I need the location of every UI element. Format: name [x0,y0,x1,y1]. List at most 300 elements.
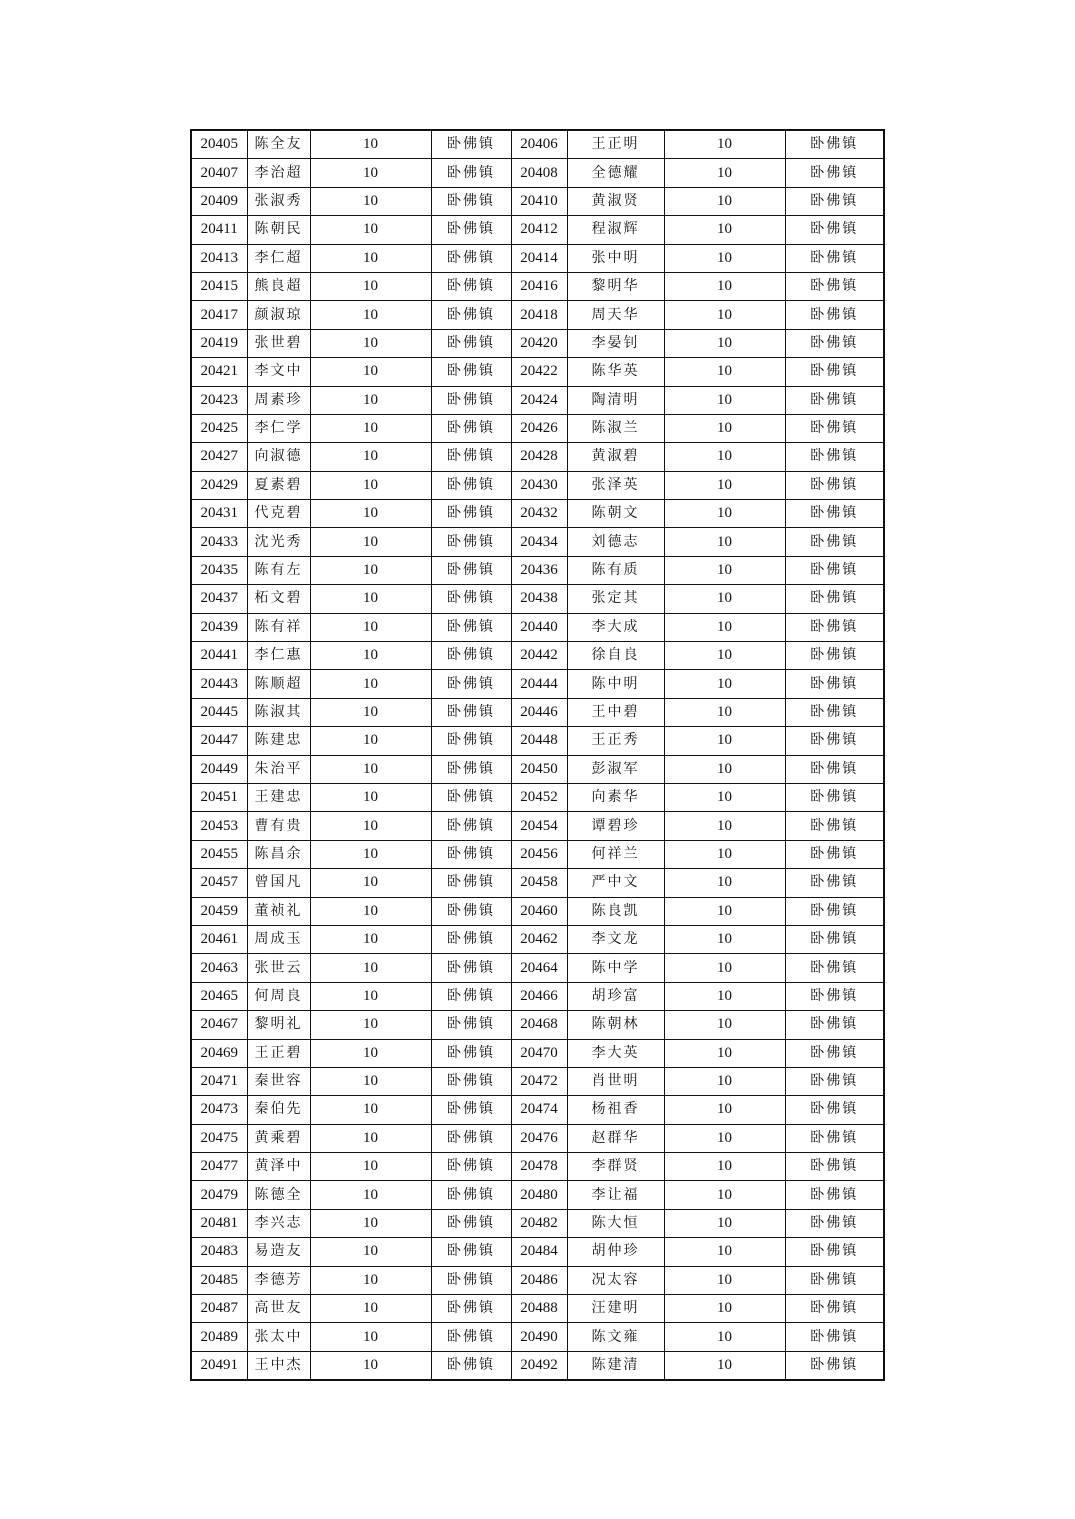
town-name: 卧佛镇 [785,642,884,670]
town-name: 卧佛镇 [785,386,884,414]
person-name: 陈有祥 [247,613,310,641]
table-row [191,329,884,357]
table-row [191,925,884,953]
amount-value: 10 [664,812,785,840]
record-id: 20447 [191,727,247,755]
table-row [191,1323,884,1351]
town-name: 卧佛镇 [785,159,884,187]
amount-value: 10 [664,1266,785,1294]
record-id: 20467 [191,1011,247,1039]
amount-value: 10 [664,585,785,613]
person-name: 周成玉 [247,925,310,953]
town-name: 卧佛镇 [785,1295,884,1323]
town-name: 卧佛镇 [431,443,511,471]
table-row [191,528,884,556]
person-name: 夏素碧 [247,471,310,499]
amount-value: 10 [664,159,785,187]
record-id: 20478 [511,1153,567,1181]
person-name: 黄乘碧 [247,1124,310,1152]
record-id: 20413 [191,244,247,272]
record-id: 20428 [511,443,567,471]
record-id: 20431 [191,500,247,528]
amount-value: 10 [310,1323,431,1351]
town-name: 卧佛镇 [431,187,511,215]
table-row [191,1067,884,1095]
amount-value: 10 [310,500,431,528]
record-id: 20482 [511,1209,567,1237]
table-row [191,613,884,641]
amount-value: 10 [310,1011,431,1039]
amount-value: 10 [310,982,431,1010]
table-row [191,556,884,584]
record-id: 20408 [511,159,567,187]
person-name: 黄泽中 [247,1153,310,1181]
amount-value: 10 [310,1153,431,1181]
town-name: 卧佛镇 [431,471,511,499]
table-row [191,982,884,1010]
person-name: 胡珍富 [567,982,664,1010]
amount-value: 10 [664,1011,785,1039]
person-name: 黄淑碧 [567,443,664,471]
record-id: 20491 [191,1351,247,1380]
town-name: 卧佛镇 [431,130,511,159]
town-name: 卧佛镇 [431,1153,511,1181]
record-id: 20407 [191,159,247,187]
record-id: 20433 [191,528,247,556]
town-name: 卧佛镇 [785,1351,884,1380]
town-name: 卧佛镇 [785,414,884,442]
amount-value: 10 [310,187,431,215]
record-id: 20448 [511,727,567,755]
amount-value: 10 [664,1323,785,1351]
amount-value: 10 [664,1124,785,1152]
amount-value: 10 [664,443,785,471]
person-name: 陈有质 [567,556,664,584]
person-name: 陈良凯 [567,897,664,925]
town-name: 卧佛镇 [431,1011,511,1039]
record-id: 20411 [191,216,247,244]
table-row [191,1209,884,1237]
record-id: 20460 [511,897,567,925]
person-name: 黎明华 [567,272,664,300]
amount-value: 10 [310,812,431,840]
table-row [191,698,884,726]
person-name: 王建忠 [247,783,310,811]
town-name: 卧佛镇 [785,954,884,982]
amount-value: 10 [664,613,785,641]
person-name: 陈淑其 [247,698,310,726]
town-name: 卧佛镇 [431,1096,511,1124]
amount-value: 10 [664,500,785,528]
town-name: 卧佛镇 [431,925,511,953]
table-row [191,471,884,499]
amount-value: 10 [310,1295,431,1323]
person-name: 徐自良 [567,642,664,670]
town-name: 卧佛镇 [785,982,884,1010]
table-row [191,1238,884,1266]
record-id: 20462 [511,925,567,953]
record-id: 20480 [511,1181,567,1209]
record-id: 20416 [511,272,567,300]
town-name: 卧佛镇 [785,130,884,159]
person-name: 张太中 [247,1323,310,1351]
table-row [191,1039,884,1067]
record-id: 20459 [191,897,247,925]
record-id: 20417 [191,301,247,329]
record-id: 20455 [191,840,247,868]
table-row [191,670,884,698]
record-id: 20472 [511,1067,567,1095]
record-id: 20468 [511,1011,567,1039]
record-id: 20469 [191,1039,247,1067]
town-name: 卧佛镇 [431,642,511,670]
record-id: 20479 [191,1181,247,1209]
person-name: 沈光秀 [247,528,310,556]
record-id: 20476 [511,1124,567,1152]
person-name: 张定其 [567,585,664,613]
amount-value: 10 [310,670,431,698]
amount-value: 10 [664,272,785,300]
person-name: 李晏钊 [567,329,664,357]
amount-value: 10 [664,727,785,755]
record-id: 20486 [511,1266,567,1294]
record-id: 20441 [191,642,247,670]
amount-value: 10 [310,698,431,726]
amount-value: 10 [310,727,431,755]
amount-value: 10 [310,897,431,925]
amount-value: 10 [664,187,785,215]
amount-value: 10 [310,1067,431,1095]
person-name: 程淑辉 [567,216,664,244]
town-name: 卧佛镇 [785,698,884,726]
person-name: 李兴志 [247,1209,310,1237]
amount-value: 10 [310,1238,431,1266]
amount-value: 10 [310,443,431,471]
town-name: 卧佛镇 [431,272,511,300]
person-name: 陈顺超 [247,670,310,698]
amount-value: 10 [664,1039,785,1067]
amount-value: 10 [310,301,431,329]
person-name: 秦世容 [247,1067,310,1095]
town-name: 卧佛镇 [431,414,511,442]
person-name: 李大英 [567,1039,664,1067]
record-id: 20474 [511,1096,567,1124]
town-name: 卧佛镇 [431,670,511,698]
person-name: 陈中学 [567,954,664,982]
amount-value: 10 [310,130,431,159]
amount-value: 10 [664,1181,785,1209]
town-name: 卧佛镇 [431,727,511,755]
table-row [191,840,884,868]
table-row [191,585,884,613]
record-id: 20434 [511,528,567,556]
record-id: 20424 [511,386,567,414]
person-name: 何祥兰 [567,840,664,868]
record-id: 20452 [511,783,567,811]
person-name: 陶清明 [567,386,664,414]
amount-value: 10 [664,698,785,726]
amount-value: 10 [310,159,431,187]
town-name: 卧佛镇 [431,358,511,386]
person-name: 杨祖香 [567,1096,664,1124]
record-id: 20471 [191,1067,247,1095]
amount-value: 10 [310,1039,431,1067]
amount-value: 10 [664,556,785,584]
person-name: 全德耀 [567,159,664,187]
roster-table [190,129,885,1381]
town-name: 卧佛镇 [785,1153,884,1181]
town-name: 卧佛镇 [785,585,884,613]
amount-value: 10 [664,954,785,982]
town-name: 卧佛镇 [785,783,884,811]
town-name: 卧佛镇 [431,982,511,1010]
person-name: 李德芳 [247,1266,310,1294]
record-id: 20438 [511,585,567,613]
town-name: 卧佛镇 [785,670,884,698]
amount-value: 10 [310,216,431,244]
person-name: 陈建清 [567,1351,664,1380]
record-id: 20492 [511,1351,567,1380]
amount-value: 10 [310,528,431,556]
town-name: 卧佛镇 [785,812,884,840]
amount-value: 10 [310,613,431,641]
person-name: 颜淑琼 [247,301,310,329]
town-name: 卧佛镇 [785,1209,884,1237]
town-name: 卧佛镇 [785,187,884,215]
person-name: 陈淑兰 [567,414,664,442]
person-name: 王正秀 [567,727,664,755]
person-name: 陈华英 [567,358,664,386]
person-name: 胡仲珍 [567,1238,664,1266]
person-name: 柘文碧 [247,585,310,613]
table-row [191,783,884,811]
town-name: 卧佛镇 [785,925,884,953]
record-id: 20444 [511,670,567,698]
town-name: 卧佛镇 [431,840,511,868]
amount-value: 10 [310,954,431,982]
person-name: 肖世明 [567,1067,664,1095]
town-name: 卧佛镇 [431,783,511,811]
person-name: 张泽英 [567,471,664,499]
town-name: 卧佛镇 [431,1067,511,1095]
person-name: 曹有贵 [247,812,310,840]
table-row [191,1181,884,1209]
person-name: 周天华 [567,301,664,329]
table-row [191,897,884,925]
table-row [191,1153,884,1181]
person-name: 王正碧 [247,1039,310,1067]
amount-value: 10 [310,869,431,897]
town-name: 卧佛镇 [431,897,511,925]
person-name: 陈全友 [247,130,310,159]
record-id: 20419 [191,329,247,357]
town-name: 卧佛镇 [785,272,884,300]
record-id: 20461 [191,925,247,953]
person-name: 彭淑军 [567,755,664,783]
amount-value: 10 [664,755,785,783]
amount-value: 10 [310,755,431,783]
person-name: 李大成 [567,613,664,641]
town-name: 卧佛镇 [785,358,884,386]
person-name: 熊良超 [247,272,310,300]
town-name: 卧佛镇 [431,1209,511,1237]
amount-value: 10 [664,982,785,1010]
amount-value: 10 [310,471,431,499]
town-name: 卧佛镇 [785,840,884,868]
person-name: 陈朝文 [567,500,664,528]
person-name: 黄淑贤 [567,187,664,215]
table-row [191,216,884,244]
record-id: 20437 [191,585,247,613]
table-row [191,1266,884,1294]
town-name: 卧佛镇 [785,869,884,897]
record-id: 20465 [191,982,247,1010]
person-name: 陈德全 [247,1181,310,1209]
roster-body [191,130,884,1380]
town-name: 卧佛镇 [431,869,511,897]
amount-value: 10 [664,386,785,414]
amount-value: 10 [664,244,785,272]
person-name: 周素珍 [247,386,310,414]
record-id: 20409 [191,187,247,215]
record-id: 20415 [191,272,247,300]
person-name: 刘德志 [567,528,664,556]
record-id: 20453 [191,812,247,840]
record-id: 20489 [191,1323,247,1351]
record-id: 20440 [511,613,567,641]
amount-value: 10 [664,925,785,953]
amount-value: 10 [310,840,431,868]
person-name: 陈朝民 [247,216,310,244]
person-name: 李文中 [247,358,310,386]
amount-value: 10 [664,414,785,442]
record-id: 20435 [191,556,247,584]
town-name: 卧佛镇 [431,216,511,244]
record-id: 20436 [511,556,567,584]
amount-value: 10 [310,1266,431,1294]
record-id: 20446 [511,698,567,726]
town-name: 卧佛镇 [785,1096,884,1124]
record-id: 20490 [511,1323,567,1351]
table-row [191,727,884,755]
table-row [191,1295,884,1323]
record-id: 20442 [511,642,567,670]
town-name: 卧佛镇 [431,1181,511,1209]
town-name: 卧佛镇 [785,755,884,783]
person-name: 李仁学 [247,414,310,442]
town-name: 卧佛镇 [785,1039,884,1067]
record-id: 20458 [511,869,567,897]
person-name: 严中文 [567,869,664,897]
person-name: 谭碧珍 [567,812,664,840]
table-row [191,443,884,471]
amount-value: 10 [664,216,785,244]
record-id: 20477 [191,1153,247,1181]
record-id: 20432 [511,500,567,528]
record-id: 20427 [191,443,247,471]
town-name: 卧佛镇 [785,528,884,556]
record-id: 20450 [511,755,567,783]
person-name: 李让福 [567,1181,664,1209]
record-id: 20410 [511,187,567,215]
town-name: 卧佛镇 [785,1067,884,1095]
town-name: 卧佛镇 [431,613,511,641]
person-name: 陈中明 [567,670,664,698]
amount-value: 10 [664,783,785,811]
town-name: 卧佛镇 [785,727,884,755]
amount-value: 10 [664,329,785,357]
record-id: 20414 [511,244,567,272]
town-name: 卧佛镇 [785,443,884,471]
town-name: 卧佛镇 [785,1266,884,1294]
record-id: 20466 [511,982,567,1010]
person-name: 陈昌余 [247,840,310,868]
person-name: 张世碧 [247,329,310,357]
person-name: 王中杰 [247,1351,310,1380]
town-name: 卧佛镇 [431,386,511,414]
table-row [191,812,884,840]
person-name: 张世云 [247,954,310,982]
record-id: 20406 [511,130,567,159]
town-name: 卧佛镇 [785,1238,884,1266]
person-name: 况太容 [567,1266,664,1294]
amount-value: 10 [310,585,431,613]
amount-value: 10 [664,670,785,698]
amount-value: 10 [310,642,431,670]
record-id: 20464 [511,954,567,982]
town-name: 卧佛镇 [431,556,511,584]
amount-value: 10 [310,1181,431,1209]
record-id: 20457 [191,869,247,897]
person-name: 李仁超 [247,244,310,272]
record-id: 20421 [191,358,247,386]
town-name: 卧佛镇 [431,1323,511,1351]
person-name: 张中明 [567,244,664,272]
record-id: 20443 [191,670,247,698]
person-name: 朱治平 [247,755,310,783]
town-name: 卧佛镇 [785,471,884,499]
record-id: 20470 [511,1039,567,1067]
town-name: 卧佛镇 [431,954,511,982]
town-name: 卧佛镇 [431,1039,511,1067]
town-name: 卧佛镇 [785,1323,884,1351]
town-name: 卧佛镇 [431,528,511,556]
town-name: 卧佛镇 [431,301,511,329]
person-name: 张淑秀 [247,187,310,215]
record-id: 20405 [191,130,247,159]
record-id: 20485 [191,1266,247,1294]
person-name: 陈大恒 [567,1209,664,1237]
amount-value: 10 [310,414,431,442]
table-row [191,1096,884,1124]
amount-value: 10 [664,358,785,386]
table-row [191,386,884,414]
town-name: 卧佛镇 [785,329,884,357]
amount-value: 10 [310,1096,431,1124]
amount-value: 10 [664,130,785,159]
record-id: 20425 [191,414,247,442]
person-name: 李群贤 [567,1153,664,1181]
record-id: 20451 [191,783,247,811]
town-name: 卧佛镇 [431,698,511,726]
amount-value: 10 [310,386,431,414]
table-row [191,642,884,670]
amount-value: 10 [664,897,785,925]
record-id: 20426 [511,414,567,442]
table-row [191,272,884,300]
table-row [191,1011,884,1039]
amount-value: 10 [664,1351,785,1380]
